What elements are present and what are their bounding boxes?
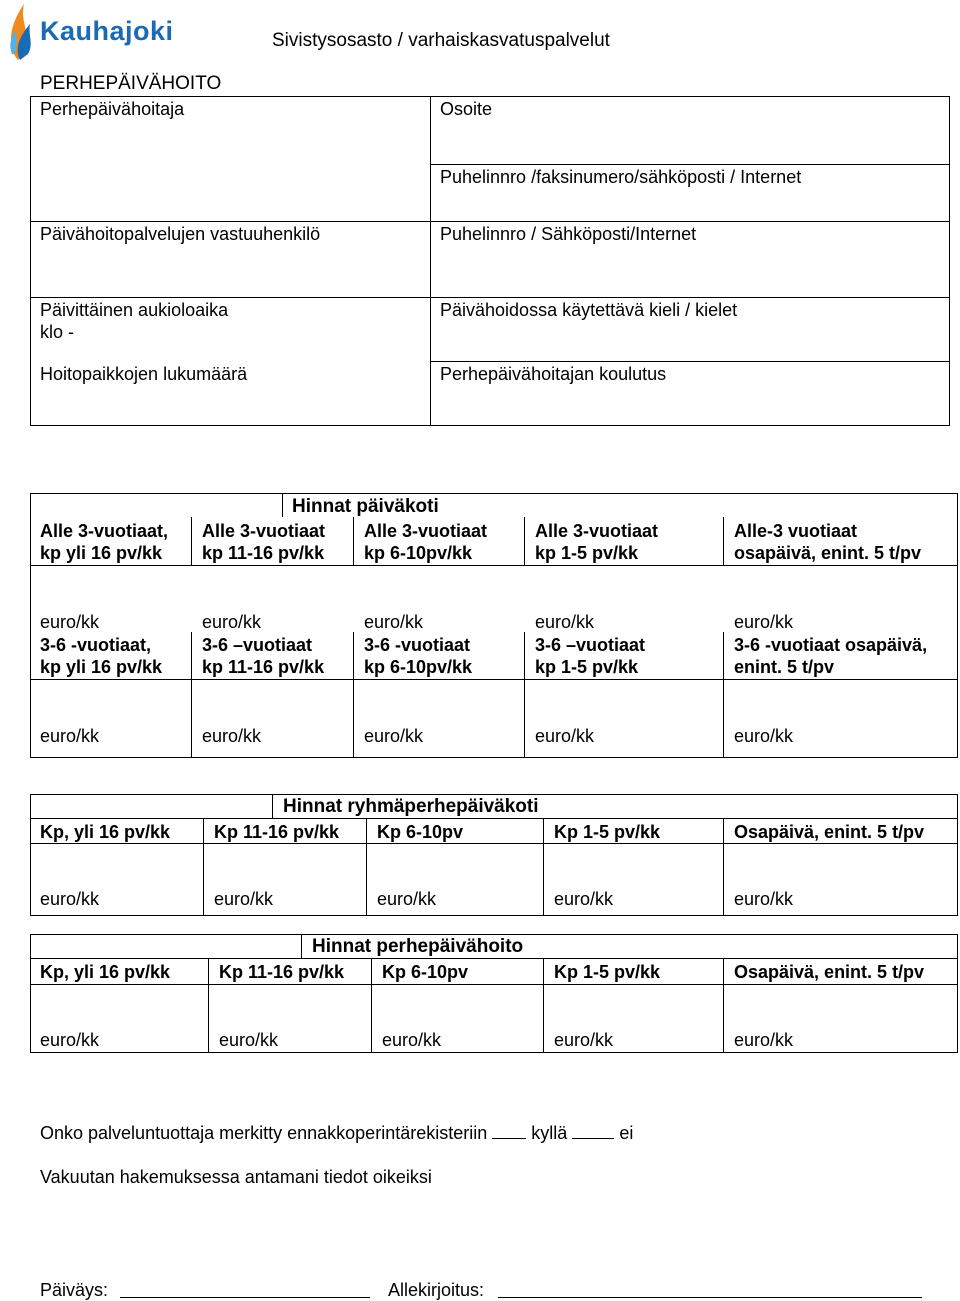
document-title: PERHEPÄIVÄHOITO	[40, 73, 222, 94]
training-label: Perhepäivähoitajan koulutus	[440, 364, 667, 384]
organization-name: Sivistysosasto / varhaiskasvatuspalvelut	[272, 30, 610, 51]
age36-col1: 3-6 -vuotiaat, kp yli 16 pv/kk	[40, 635, 163, 677]
assurance-text: Vakuutan hakemuksessa antamani tiedot oikeiksi	[40, 1167, 432, 1187]
age36-col2: 3-6 –vuotiaat kp 11-16 pv/kk	[202, 635, 325, 677]
ryhma-col4: Kp 1-5 pv/kk	[554, 822, 661, 842]
under3-price-5: euro/kk	[734, 612, 794, 632]
age36-price-5: euro/kk	[734, 726, 794, 746]
kauhajoki-logo	[4, 2, 184, 62]
ryhma-price-1: euro/kk	[40, 889, 100, 909]
perhe-col3: Kp 6-10pv	[382, 962, 469, 982]
under3-price-1: euro/kk	[40, 612, 100, 632]
date-line[interactable]	[120, 1297, 370, 1298]
perhe-col2: Kp 11-16 pv/kk	[219, 962, 345, 982]
under3-col3: Alle 3-vuotiaat kp 6-10pv/kk	[364, 521, 488, 563]
responsible-contact-label: Puhelinnro / Sähköposti/Internet	[440, 224, 697, 244]
age36-col5: 3-6 -vuotiaat osapäivä, enint. 5 t/pv	[734, 635, 928, 677]
ryhma-col5: Osapäivä, enint. 5 t/pv	[734, 822, 925, 842]
languages-label: Päivähoidossa käytettävä kieli / kielet	[440, 300, 738, 320]
perhe-price-3: euro/kk	[382, 1030, 442, 1050]
perhe-col4: Kp 1-5 pv/kk	[554, 962, 661, 982]
ryhma-price-5: euro/kk	[734, 889, 794, 909]
under3-col5: Alle-3 vuotiaat osapäivä, enint. 5 t/pv	[734, 521, 922, 563]
age36-price-1: euro/kk	[40, 726, 100, 746]
age36-price-4: euro/kk	[535, 726, 595, 746]
signature-line[interactable]	[498, 1297, 922, 1298]
ryhma-col2: Kp 11-16 pv/kk	[214, 822, 340, 842]
under3-price-3: euro/kk	[364, 612, 424, 632]
perhe-price-2: euro/kk	[219, 1030, 279, 1050]
ryhma-price-4: euro/kk	[554, 889, 614, 909]
yes-blank[interactable]	[492, 1138, 526, 1139]
signature-label: Allekirjoitus:	[388, 1280, 485, 1300]
address-label: Osoite	[440, 99, 493, 119]
paivakoti-title: Hinnat päiväkoti	[292, 496, 439, 517]
perhe-price-1: euro/kk	[40, 1030, 100, 1050]
age36-price-2: euro/kk	[202, 726, 262, 746]
age36-col3: 3-6 -vuotiaat kp 6-10pv/kk	[364, 635, 473, 677]
register-question: Onko palveluntuottaja merkitty ennakkoperintärekisteriin kyllä ei	[40, 1123, 634, 1143]
ryhma-col1: Kp, yli 16 pv/kk	[40, 822, 171, 842]
ryhma-col3: Kp 6-10pv	[377, 822, 464, 842]
contact-label: Puhelinnro /faksinumero/sähköposti / Internet	[440, 167, 802, 187]
ryhma-price-3: euro/kk	[377, 889, 437, 909]
perhe-price-5: euro/kk	[734, 1030, 794, 1050]
hours-klo: klo -	[40, 322, 75, 342]
date-label: Päiväys:	[40, 1280, 109, 1300]
age36-price-3: euro/kk	[364, 726, 424, 746]
under3-col2: Alle 3-vuotiaat kp 11-16 pv/kk	[202, 521, 326, 563]
places-label: Hoitopaikkojen lukumäärä	[40, 364, 248, 384]
logo-text: Kauhajoki	[40, 16, 174, 46]
perhe-col5: Osapäivä, enint. 5 t/pv	[734, 962, 925, 982]
under3-price-2: euro/kk	[202, 612, 262, 632]
perhe-col1: Kp, yli 16 pv/kk	[40, 962, 171, 982]
under3-price-4: euro/kk	[535, 612, 595, 632]
ryhma-title: Hinnat ryhmäperhepäiväkoti	[283, 796, 539, 817]
perhe-price-4: euro/kk	[554, 1030, 614, 1050]
under3-col4: Alle 3-vuotiaat kp 1-5 pv/kk	[535, 521, 659, 563]
under3-col1: Alle 3-vuotiaat, kp yli 16 pv/kk	[40, 521, 169, 563]
hours-label: Päivittäinen aukioloaika	[40, 300, 229, 320]
responsible-label: Päivähoitopalvelujen vastuuhenkilö	[40, 224, 321, 244]
no-blank[interactable]	[572, 1138, 614, 1139]
perhe-title: Hinnat perhepäivähoito	[312, 936, 524, 957]
ryhma-price-2: euro/kk	[214, 889, 274, 909]
provider-label: Perhepäivähoitaja	[40, 99, 185, 119]
age36-col4: 3-6 –vuotiaat kp 1-5 pv/kk	[535, 635, 646, 677]
